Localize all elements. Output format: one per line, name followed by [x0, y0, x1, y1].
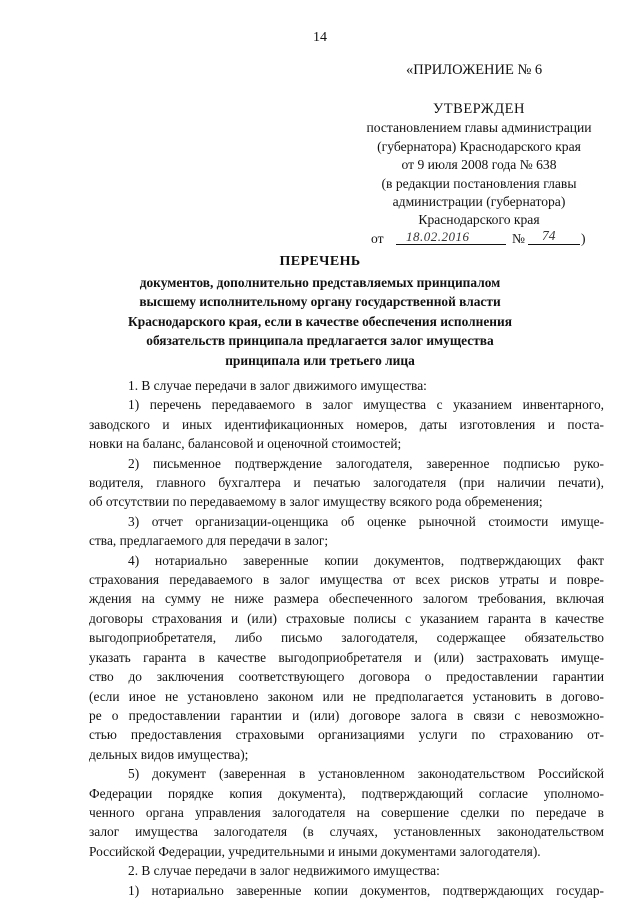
body-line: ждения на сумму не ниже размера обеспеченного залогом требования, включая: [89, 591, 604, 607]
approval-line: Краснодарского края: [418, 212, 540, 228]
body-line: договоры страхования и (или) страховые полисы с указанием гаранта в качестве: [89, 610, 604, 626]
closing-paren: ): [581, 230, 586, 246]
body-line: 2) письменное подтверждение залогодателя, заверенное подписью руко-: [128, 455, 604, 471]
number-prefix: №: [512, 230, 525, 246]
body-line: (если иное не установлено законом или не предполагается установить в догово-: [89, 688, 604, 704]
signature-line: [338, 227, 620, 250]
body-line: ства, предлагаемого для передачи в залог;: [89, 533, 329, 549]
body-line: 1) нотариально заверенные копии документов, подтверждающих государ-: [128, 882, 604, 898]
handwritten-number: 74: [542, 227, 556, 243]
approval-line: (в редакции постановления главы: [381, 175, 577, 191]
body-line: ре о предоставлении гарантии и (или) договоре залога в связи с невозможно-: [89, 707, 604, 723]
appendix-label: «ПРИЛОЖЕНИЕ № 6: [406, 62, 543, 78]
handwritten-date: 18.02.2016: [406, 228, 470, 244]
body-line: Российской Федерации, учредительными и иными документами залогодателя).: [89, 843, 541, 859]
document-title: [70, 252, 570, 371]
body-line: 4) нотариально заверенные копии документов, подтверждающих факт: [128, 552, 604, 568]
body-line: 3) отчет организации-оценщика об оценке рыночной стоимости имуще-: [128, 513, 604, 529]
title-line: обязательств принципала предлагается залог имущества: [146, 333, 494, 349]
body-line: 5) документ (заверенная в установленном законодательством Российской: [128, 766, 604, 782]
body-line: заводского и иных идентификационных номеров, даты изготовления и поста-: [89, 416, 604, 432]
body-line: новки на баланс, балансовой и оценочной стоимостей;: [89, 436, 402, 452]
title-line: Краснодарского края, если в качестве обеспечения исполнения: [128, 313, 512, 329]
body-line: залог имущества залогодателя (в случаях, установленных законодательством: [89, 824, 604, 840]
approval-block: [338, 100, 620, 250]
title-line: высшему исполнительному органу государственной власти: [139, 294, 501, 310]
body-line: 1) перечень передаваемого в залог имущества с указанием инвентарного,: [128, 397, 604, 413]
body-line: выгодоприобретателя, либо письмо залогодателя, содержащее обязательство: [89, 630, 604, 646]
body-line: дельных видов имущества);: [89, 746, 249, 762]
approval-line: администрации (губернатора): [392, 194, 566, 210]
date-prefix: от: [371, 230, 384, 246]
body-line: об отсутствии по передаваемому в залог имуществу всякого рода обременения;: [89, 494, 543, 510]
body-line: страхования передаваемого в залог имущества от всех рисков утраты и повре-: [89, 572, 604, 588]
title-line: документов, дополнительно представляемых принципалом: [139, 274, 501, 290]
approval-heading: УТВЕРЖДЕН: [433, 101, 525, 117]
body-line: стью предоставления страховыми организациями услуги по страхованию от-: [89, 727, 604, 743]
approval-line: постановлением главы администрации: [366, 120, 592, 136]
title-heading: ПЕРЕЧЕНЬ: [279, 254, 361, 269]
approval-line: (губернатора) Краснодарского края: [377, 138, 581, 154]
title-line: принципала или третьего лица: [225, 352, 415, 368]
body-line: 1. В случае передачи в залог движимого имущества:: [128, 378, 427, 393]
body-line: водителя, главного бухгалтера и печатью залогодателя (при наличии печати),: [89, 475, 604, 491]
body-text: [89, 376, 604, 900]
body-line: ство до заключения соответствующего договора о предоставлении гарантии: [89, 669, 604, 685]
body-line: 2. В случае передачи в залог недвижимого имущества:: [128, 863, 440, 879]
page-number: 14: [313, 30, 327, 45]
body-line: Федерации порядке копия документа), подтверждающий согласие уполномо-: [89, 785, 604, 801]
body-line: указать гаранта в качестве выгодоприобретателя и (или) застраховать имуще-: [89, 649, 604, 665]
body-line: ченного органа управления залогодателя на совершение сделки по передаче в: [89, 804, 604, 820]
approval-line: от 9 июля 2008 года № 638: [401, 157, 557, 173]
